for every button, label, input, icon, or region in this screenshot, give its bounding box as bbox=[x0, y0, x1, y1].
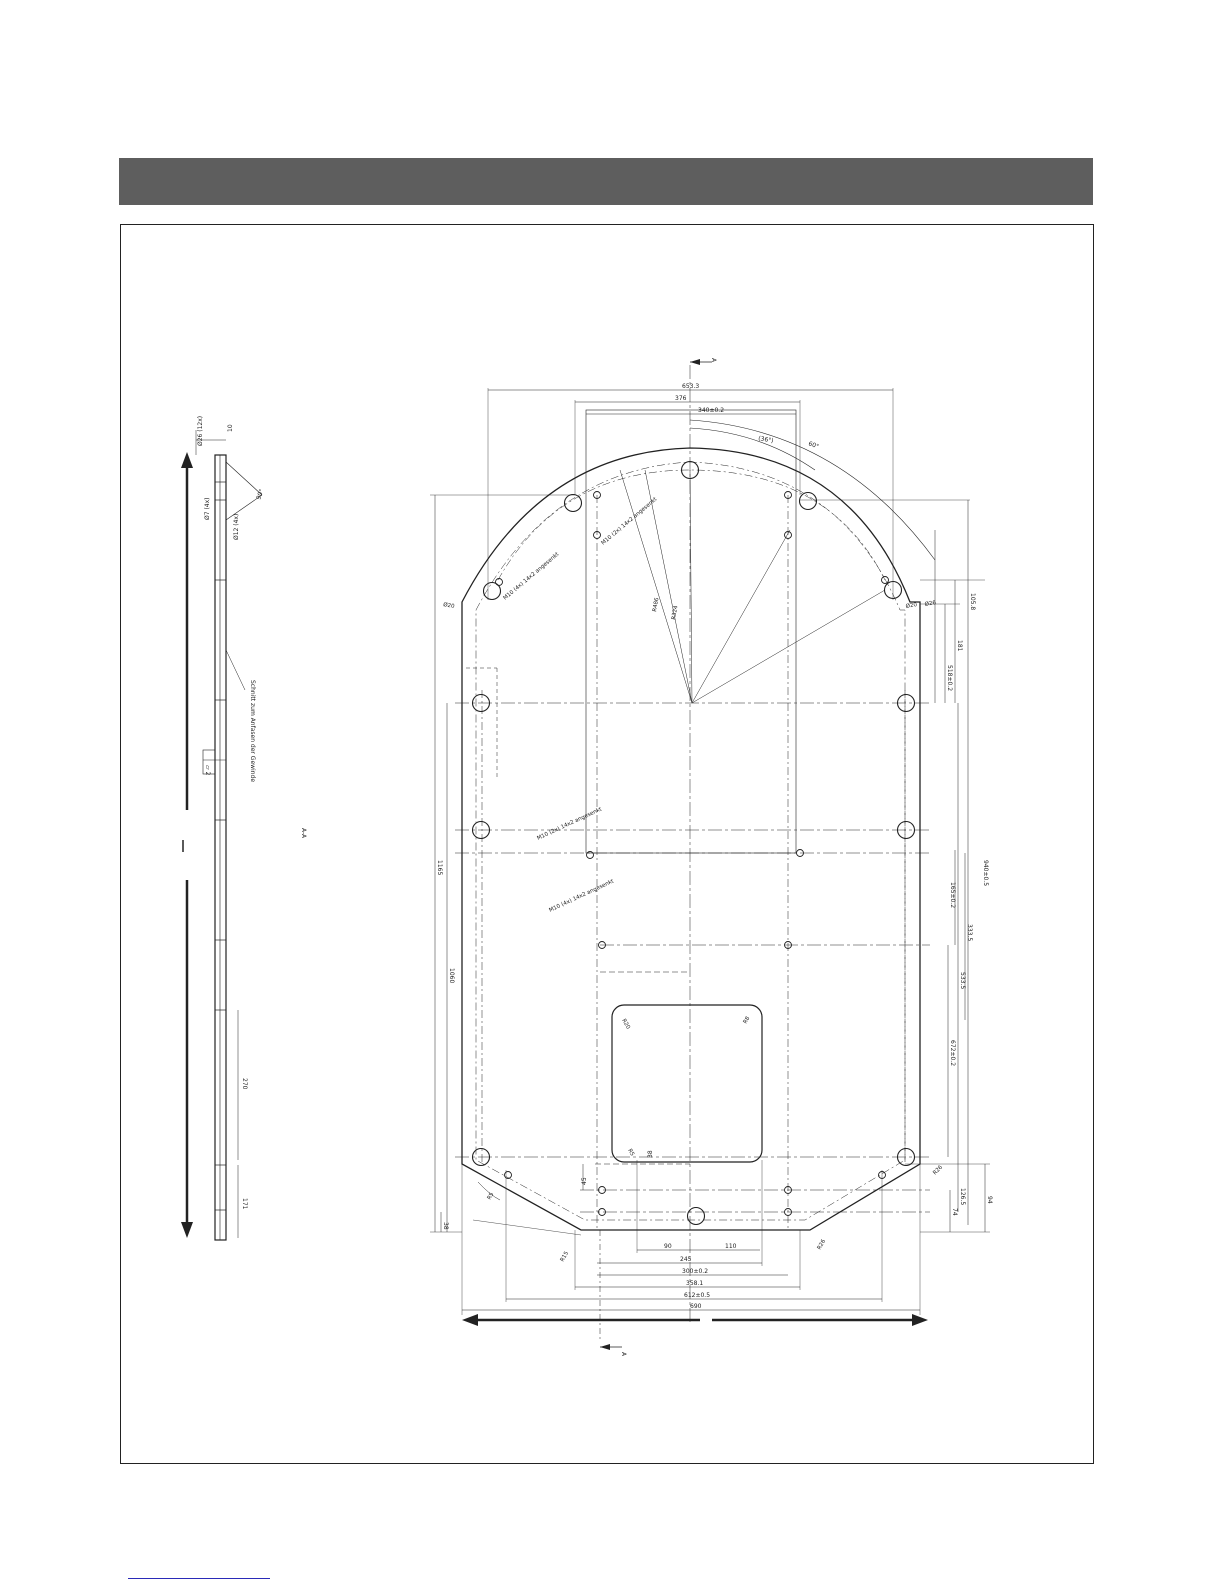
radius-r11: R15 bbox=[559, 1250, 571, 1263]
plate-profile bbox=[215, 455, 226, 1240]
plan-view-labels bbox=[436, 358, 993, 1357]
radius-r10: R26 bbox=[816, 1238, 828, 1251]
section-flatness: ⏥ 2 bbox=[204, 765, 211, 776]
dim-left-h1: 1165 bbox=[436, 860, 443, 876]
arrow-head-left-icon bbox=[462, 1314, 478, 1326]
dim-bottom-b3: 90 bbox=[664, 1243, 672, 1250]
dim-bottom-b9: 690 bbox=[690, 1303, 702, 1310]
section-dim-d2: 10 bbox=[227, 424, 234, 432]
section-dim-len2: 171 bbox=[241, 1198, 248, 1210]
dim-right-r10: 74 bbox=[951, 1208, 958, 1216]
thread-t4: M10 (4x) 14x2 angesenkt bbox=[548, 878, 615, 914]
dim-right-r2: 181 bbox=[956, 640, 963, 652]
angle-a1: (36°) bbox=[757, 435, 774, 445]
dim-left-h3: 38 bbox=[442, 1222, 449, 1230]
footer-link-underline bbox=[128, 1578, 270, 1579]
thread-t3: M10 (2x) 14x2 angesenkt bbox=[536, 806, 603, 842]
radius-r6: R20 bbox=[620, 1018, 631, 1031]
section-mark-top: A bbox=[710, 358, 717, 363]
section-dim-d3: Ø7 (4x) bbox=[204, 497, 211, 520]
dim-left-h2: 1060 bbox=[448, 968, 455, 984]
dim-bottom-b5: 245 bbox=[680, 1256, 692, 1263]
radius-r8: R5 bbox=[626, 1148, 636, 1158]
thread-t1: M10 (2x) 14x2 angesenkt bbox=[600, 496, 659, 547]
plan-view bbox=[430, 365, 990, 1340]
dim-right-r4: 940±0.5 bbox=[982, 860, 989, 887]
dim-right-r3: 518±0.2 bbox=[946, 665, 953, 692]
dim-right-r1: 105.8 bbox=[969, 593, 976, 611]
section-mark-bottom: A bbox=[620, 1352, 627, 1357]
dim-right-r7: 533.5 bbox=[959, 972, 966, 990]
dim-right-r11: 94 bbox=[986, 1196, 993, 1204]
holes-group bbox=[473, 462, 915, 1225]
thread-t2: M10 (4x) 14x2 angesenkt bbox=[502, 551, 561, 602]
arrow-head-down-icon bbox=[181, 1222, 193, 1238]
bolt-hole bbox=[565, 495, 582, 512]
bolt-circle-arc bbox=[498, 470, 885, 580]
dim-bottom-b1: 45 bbox=[581, 1177, 588, 1185]
radius-r9: R26 bbox=[932, 1164, 945, 1177]
dim-top-w3: 340±0.2 bbox=[698, 407, 725, 414]
dim-bottom-b2: 38 bbox=[647, 1150, 654, 1158]
radius-r3: Ø20 bbox=[442, 602, 455, 610]
radius-r12: R5 bbox=[486, 1191, 496, 1201]
angle-a2: 60° bbox=[807, 440, 820, 451]
dim-bottom-b7: 358.1 bbox=[686, 1280, 704, 1287]
dim-right-r5: 165±0.2 bbox=[949, 882, 956, 909]
section-dim-d4: Ø12 (4x) bbox=[233, 513, 240, 540]
thread-hole bbox=[587, 852, 594, 859]
dim-top-w2: 376 bbox=[675, 395, 687, 402]
section-view bbox=[181, 430, 262, 1240]
radius-r1: R486 bbox=[652, 597, 661, 613]
section-dim-angle: 90° bbox=[255, 488, 266, 501]
radius-r4: Ø26 bbox=[924, 600, 937, 608]
radius-r2: R324 bbox=[671, 605, 680, 621]
radius-r5: Ø20 bbox=[905, 602, 918, 610]
arrow-head-right-icon bbox=[912, 1314, 928, 1326]
width-arrow bbox=[462, 1314, 928, 1326]
arrow-head-up-icon bbox=[181, 452, 193, 468]
section-markers bbox=[600, 359, 712, 1350]
thread-hole bbox=[496, 579, 503, 586]
dim-top-w1: 653.3 bbox=[682, 383, 700, 390]
dim-right-r6: 333.5 bbox=[966, 924, 973, 942]
dim-bottom-b6: 300±0.2 bbox=[682, 1268, 709, 1275]
section-dim-len1: 270 bbox=[241, 1078, 248, 1090]
dim-right-r9: 126.5 bbox=[959, 1188, 966, 1206]
section-view-label: A-A bbox=[300, 828, 307, 839]
dim-right-r8: 672±0.2 bbox=[949, 1040, 956, 1067]
cut-out-window bbox=[612, 1005, 762, 1162]
section-dim-d1: Ø26 (12x) bbox=[197, 415, 204, 446]
bolt-hole bbox=[800, 493, 817, 510]
dim-bottom-b4: 110 bbox=[725, 1243, 737, 1250]
section-view-labels bbox=[197, 416, 307, 1210]
section-note: Schnitt zum Anfasen der Gewinde bbox=[249, 680, 256, 783]
dim-bottom-b8: 612±0.5 bbox=[684, 1292, 711, 1299]
radius-r7: R8 bbox=[742, 1015, 752, 1025]
